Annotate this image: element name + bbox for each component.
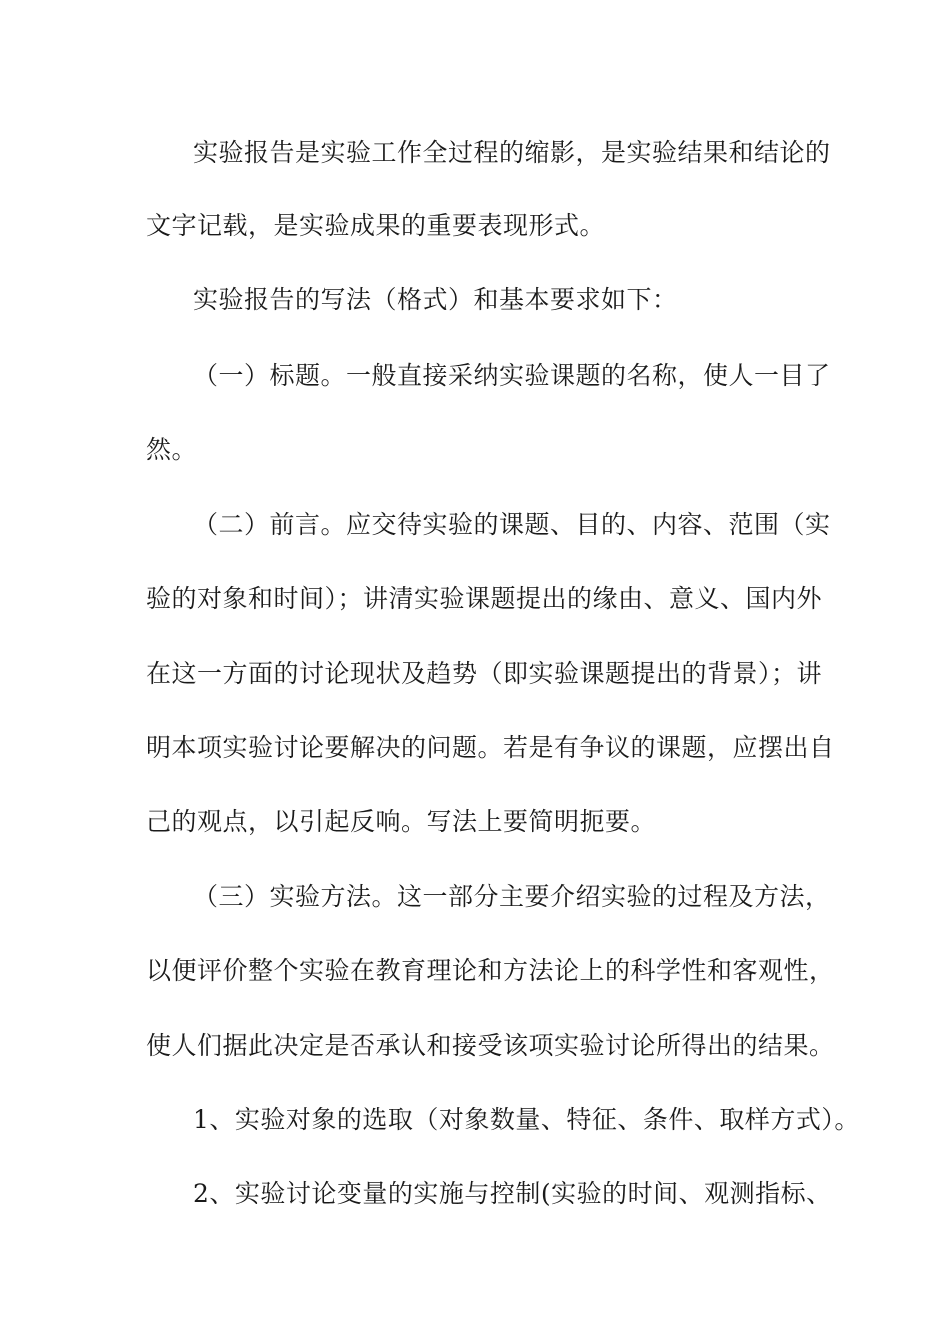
section-2-line-5: 己的观点，以引起反响。写法上要简明扼要。 [146,807,657,836]
section-3-line-3: 使人们据此决定是否承认和接受该项实验讨论所得出的结果。 [146,1031,835,1060]
list-item-1: 1、实验对象的选取（对象数量、特征、条件、取样方式）。 [193,1105,860,1134]
list-item-2: 2、实验讨论变量的实施与控制(实验的时间、观测指标、 [193,1179,832,1208]
paragraph-2-line-1: 实验报告的写法（格式）和基本要求如下： [193,285,678,314]
section-1-line-2: 然。 [146,435,198,464]
section-3-line-2: 以便评价整个实验在教育理论和方法论上的科学性和客观性， [146,956,835,985]
section-2-line-2: 验的对象和时间）；讲清实验课题提出的缘由、意义、国内外 [146,584,823,613]
section-3-line-1: （三）实验方法。这一部分主要介绍实验的过程及方法， [193,882,831,911]
paragraph-1-line-2: 文字记载，是实验成果的重要表现形式。 [146,211,606,240]
section-2-line-1: （二）前言。应交待实验的课题、目的、内容、范围（实 [193,510,831,539]
paragraph-1-line-1: 实验报告是实验工作全过程的缩影，是实验结果和结论的 [193,138,831,167]
section-1-line-1: （一）标题。一般直接采纳实验课题的名称，使人一目了 [193,361,831,390]
section-2-line-4: 明本项实验讨论要解决的问题。若是有争议的课题，应摆出自 [146,733,835,762]
section-2-line-3: 在这一方面的讨论现状及趋势（即实验课题提出的背景）；讲 [146,659,823,688]
